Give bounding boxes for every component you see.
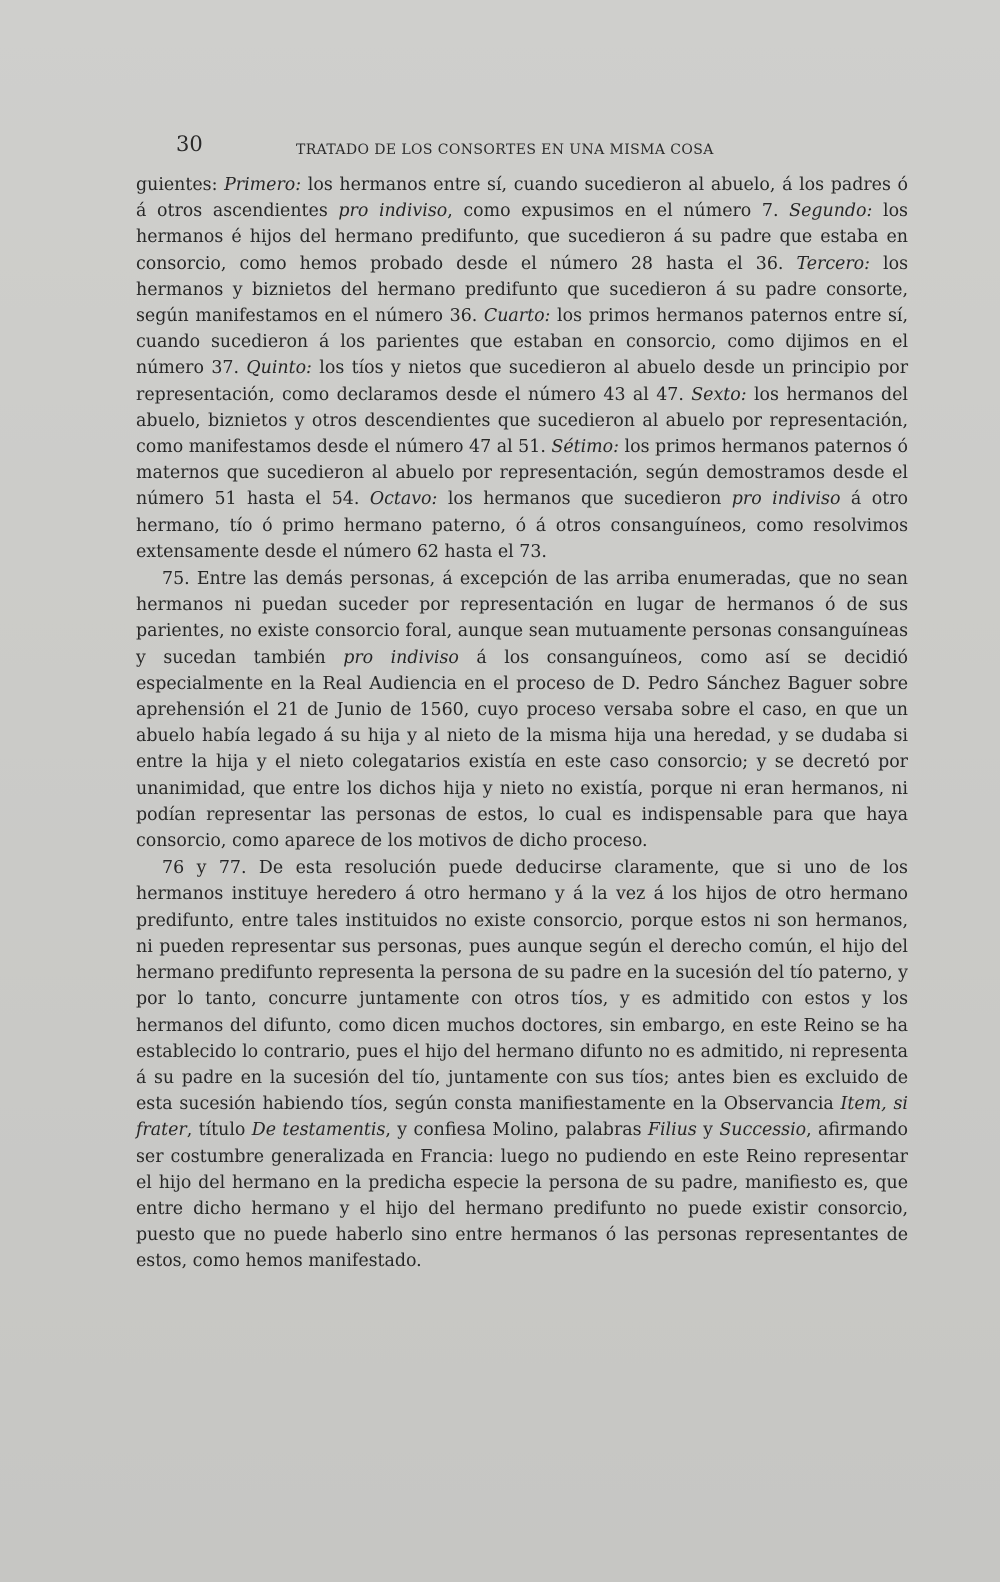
- italic-text: Cuarto:: [483, 306, 551, 327]
- text-run: 75. Entre las demás personas, á excepción de las arriba enumeradas, que no sean hermanos ni puedan suceder por representación en lugar de hermanos ó de sus parientes, no existe consorcio foral, aunque sean mutuamente personas consanguíneas y sucedan también: [136, 569, 908, 668]
- italic-text: Filius: [647, 1120, 697, 1141]
- text-run: los primos hermanos paternos ó maternos que sucedieron al abuelo por representación, según demostramos desde el número 51 hasta el 54.: [136, 437, 908, 510]
- italic-text: pro indiviso: [338, 201, 448, 222]
- page-number: 30: [176, 132, 203, 156]
- italic-text: Sétimo:: [551, 437, 619, 458]
- text-run: los hermanos entre sí, cuando sucedieron al abuelo, á los padres ó á otros ascendientes: [136, 175, 908, 222]
- text-run: , afirmando ser costumbre generalizada en Francia: luego no pudiendo en este Reino representar el hijo del hermano en la predicha especie la persona de su padre, manifiesto es, que entre dicho hermano y el hijo del hermano predifunto no puede existir consorcio, puesto que no puede haberlo sino entre hermanos ó las personas representantes de estos, como hemos manifestado.: [136, 1120, 908, 1272]
- text-run: guientes:: [136, 175, 225, 195]
- italic-text: Primero:: [224, 175, 302, 195]
- text-run: los hermanos del abuelo, biznietos y otros descendientes que sucedieron al abuelo por representación, como manifestamos desde el número 47 al 51.: [136, 384, 908, 458]
- text-run: y: [696, 1120, 720, 1141]
- text-run: los tíos y nietos que sucedieron al abuelo desde un principio por representación, como declaramos desde el número 43 al 47.: [136, 358, 909, 405]
- italic-text: Quinto:: [246, 358, 312, 379]
- text-run: los hermanos é hijos del hermano predifunto, que sucedieron á su padre que estaba en consorcio, como hemos probado desde el número 28 hasta el 36.: [136, 201, 908, 274]
- paragraph: [136, 855, 908, 1274]
- text-run: , como expusimos en el número 7.: [447, 201, 790, 222]
- text-run: , y confiesa Molino, palabras: [385, 1120, 648, 1141]
- text-run: los hermanos que sucedieron: [437, 489, 732, 510]
- running-title: TRATADO DE LOS CONSORTES EN UNA MISMA COSA: [296, 142, 714, 158]
- paragraph: [136, 172, 908, 565]
- italic-text: Octavo:: [369, 489, 438, 510]
- italic-text: Tercero:: [796, 253, 870, 274]
- text-run: los hermanos y biznietos del hermano predifunto que sucedieron á su padre consorte, según manifestamos en el número 36.: [136, 253, 908, 327]
- body-text: [136, 172, 908, 1275]
- italic-text: Successio: [719, 1120, 807, 1141]
- text-run: á otro hermano, tío ó primo hermano paterno, ó á otros consanguíneos, como resolvimos extensamente desde el número 62 hasta el 73.: [136, 489, 908, 562]
- text-run: , título: [186, 1120, 252, 1141]
- italic-text: pro indiviso: [731, 489, 841, 510]
- text-run: 76 y 77. De esta resolución puede deducirse claramente, que si uno de los hermanos instituye heredero á otro hermano y á la vez á los hijos de otro hermano predifunto, entre tales instituidos no existe consorcio, porque estos ni son hermanos, ni pueden representar sus personas, pues aunque según el derecho común, el hijo del hermano predifunto representa la persona de su padre en la sucesión del tío paterno, y por lo tanto, concurre juntamente con otros tíos, y es admitido con estos y los hermanos del difunto, como dicen muchos doctores, sin embargo, en este Reino se ha establecido lo contrario, pues el hijo del hermano difunto no es admitido, ni representa á su padre en la sucesión del tío, juntamente con sus tíos; antes bien es excluido de esta sucesión habiendo tíos, según consta manifiestamente en la Observancia: [136, 858, 908, 1115]
- italic-text: pro indiviso: [343, 647, 459, 668]
- paragraph: [136, 566, 908, 854]
- italic-text: De testamentis: [251, 1120, 386, 1141]
- italic-text: Segundo:: [789, 201, 873, 222]
- text-run: los primos hermanos paternos entre sí, cuando sucedieron á los parientes que estaban en consorcio, como dijimos en el número 37.: [136, 306, 908, 379]
- page-header: [172, 132, 912, 162]
- italic-text: Sexto:: [691, 384, 747, 405]
- text-run: á los consanguíneos, como así se decidió especialmente en la Real Audiencia en el proceso de D. Pedro Sánchez Baguer sobre aprehensión el 21 de Junio de 1560, cuyo proceso versaba sobre el caso, en que un abuelo había legado á su hija y al nieto de la misma hija una heredad, y se dudaba si entre la hija y el nieto colegatarios existía en este caso consorcio; y se decretó por unanimidad, que entre los dichos hija y nieto no existía, porque ni eran hermanos, ni podían representar las personas de estos, lo cual es indispensable para que haya consorcio, como aparece de los motivos de dicho proceso.: [136, 647, 908, 852]
- italic-text: Item, si frater: [136, 1094, 908, 1141]
